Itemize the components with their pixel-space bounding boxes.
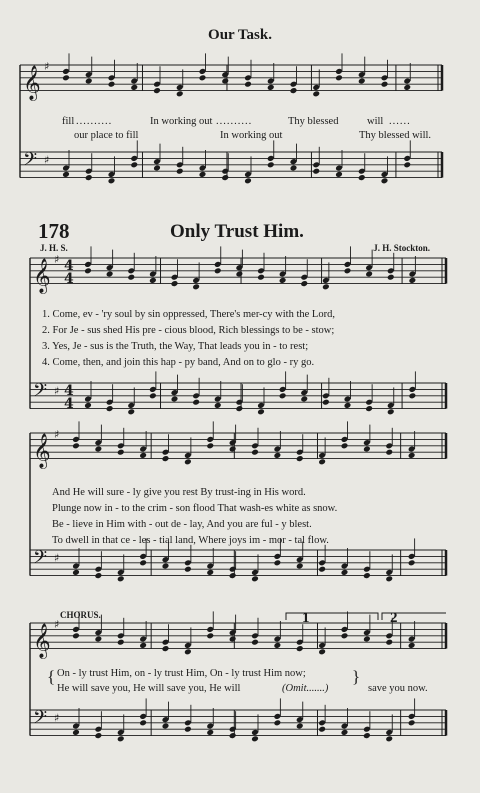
notehead bbox=[251, 735, 259, 742]
notehead bbox=[84, 402, 92, 409]
notehead bbox=[62, 74, 70, 81]
notehead bbox=[206, 569, 214, 576]
notehead bbox=[229, 636, 237, 643]
notehead bbox=[290, 87, 298, 94]
notehead bbox=[184, 566, 192, 573]
notehead bbox=[117, 735, 125, 742]
notehead bbox=[192, 399, 200, 406]
notehead bbox=[408, 559, 416, 566]
notehead bbox=[162, 455, 170, 462]
notehead bbox=[153, 165, 161, 172]
notehead bbox=[296, 723, 304, 730]
notehead bbox=[267, 84, 275, 91]
notehead bbox=[365, 271, 373, 278]
chorus-line-2-end: save you now. bbox=[368, 683, 428, 694]
lyric-word: will bbox=[367, 116, 384, 127]
notehead bbox=[106, 271, 114, 278]
notehead bbox=[408, 719, 416, 726]
notehead bbox=[171, 280, 179, 287]
first-ending-number: 1 bbox=[302, 610, 310, 626]
verse-3-line-1: 3. Yes, Je - sus is the Truth, the Way, That leads you in - to rest; bbox=[42, 341, 309, 352]
notehead bbox=[149, 392, 157, 399]
notehead bbox=[229, 732, 237, 739]
notehead bbox=[108, 177, 116, 184]
key-sharp: ♯ bbox=[44, 153, 50, 167]
notehead bbox=[236, 405, 244, 412]
chorus-omit: (Omit.......) bbox=[282, 683, 329, 694]
time-sig-bottom: 4 bbox=[64, 395, 74, 412]
notehead bbox=[85, 174, 93, 181]
notehead bbox=[408, 642, 416, 649]
notehead bbox=[139, 642, 147, 649]
treble-clef: 𝄞 bbox=[33, 258, 51, 294]
time-sig-top: 4 bbox=[64, 258, 74, 275]
notehead bbox=[341, 569, 349, 576]
left-brace: { bbox=[47, 667, 56, 686]
notehead bbox=[385, 639, 393, 646]
notehead bbox=[127, 408, 135, 415]
notehead bbox=[335, 74, 343, 81]
notehead bbox=[358, 174, 366, 181]
notehead bbox=[199, 74, 207, 81]
notehead bbox=[130, 84, 138, 91]
bass-clef: 𝄢 bbox=[23, 149, 38, 175]
notehead bbox=[229, 572, 237, 579]
chorus-label: CHORUS. bbox=[60, 610, 101, 620]
lyric-line: In working out bbox=[220, 130, 283, 141]
notehead bbox=[72, 442, 80, 449]
lyric-dots: .......... bbox=[216, 116, 253, 127]
notehead bbox=[365, 405, 373, 412]
notehead bbox=[127, 274, 135, 281]
lyric-line: Thy blessed will. bbox=[359, 130, 432, 141]
notehead bbox=[279, 277, 287, 284]
notehead bbox=[62, 171, 70, 178]
notehead bbox=[106, 405, 114, 412]
notehead bbox=[236, 271, 244, 278]
verse-2-line-1: 2. For Je - sus shed His pre - cious blood, Rich blessings to be - stow; bbox=[42, 325, 335, 336]
key-sharp: ♯ bbox=[54, 711, 60, 725]
notehead bbox=[117, 575, 125, 582]
notehead bbox=[312, 90, 320, 97]
verse-4-line-2: To dwell in that ce - les - tial land, Where joys im - mor - tal flow. bbox=[52, 535, 329, 546]
notehead bbox=[335, 171, 343, 178]
notehead bbox=[341, 632, 349, 639]
time-sig-bottom: 4 bbox=[64, 270, 74, 287]
key-sharp: ♯ bbox=[54, 618, 60, 632]
notehead bbox=[229, 446, 237, 453]
notehead bbox=[387, 408, 395, 415]
notehead bbox=[387, 274, 395, 281]
notehead bbox=[344, 402, 352, 409]
second-ending-number: 2 bbox=[390, 610, 398, 626]
notehead bbox=[117, 639, 125, 646]
notehead bbox=[318, 458, 326, 465]
notehead bbox=[184, 726, 192, 733]
hymn-number: 178 bbox=[38, 219, 70, 243]
notehead bbox=[296, 645, 304, 652]
notehead bbox=[257, 408, 265, 415]
notehead bbox=[322, 399, 330, 406]
notehead bbox=[139, 719, 147, 726]
notehead bbox=[162, 645, 170, 652]
notehead bbox=[381, 81, 389, 88]
verse-3-line-2: Be - lieve in Him with - out de - lay, And you are ful - y blest. bbox=[52, 519, 312, 530]
notehead bbox=[214, 267, 222, 274]
notehead bbox=[318, 726, 326, 733]
notehead bbox=[184, 458, 192, 465]
notehead bbox=[251, 575, 259, 582]
key-sharp: ♯ bbox=[54, 428, 60, 442]
lyric-dots: ...... bbox=[389, 116, 411, 127]
right-brace: } bbox=[352, 667, 361, 686]
verse-2-line-2: Plunge now in - to the crim - son flood That wash-es white as snow. bbox=[52, 503, 338, 514]
verse-4-line-1: 4. Come, then, and join this hap - py band, And on to glo - ry go. bbox=[42, 357, 315, 368]
notehead bbox=[206, 729, 214, 736]
words-credit: J. H. S. bbox=[40, 243, 68, 253]
key-sharp: ♯ bbox=[44, 60, 50, 74]
notehead bbox=[385, 449, 393, 456]
notehead bbox=[199, 171, 207, 178]
notehead bbox=[95, 732, 103, 739]
notehead bbox=[385, 735, 393, 742]
notehead bbox=[363, 572, 371, 579]
notehead bbox=[84, 267, 92, 274]
hymn-title: Only Trust Him. bbox=[170, 221, 304, 242]
notehead bbox=[257, 274, 265, 281]
notehead bbox=[162, 563, 170, 570]
notehead bbox=[251, 639, 259, 646]
treble-clef: 𝄞 bbox=[33, 433, 51, 469]
notehead bbox=[344, 267, 352, 274]
key-sharp: ♯ bbox=[54, 384, 60, 398]
notehead bbox=[149, 277, 157, 284]
bass-clef: 𝄢 bbox=[33, 547, 48, 573]
notehead bbox=[381, 177, 389, 184]
notehead bbox=[409, 277, 417, 284]
bass-clef: 𝄢 bbox=[33, 707, 48, 733]
chorus-line-2: He will save you, He will save you, He will bbox=[57, 683, 241, 694]
previous-hymn-title: Our Task. bbox=[208, 27, 272, 43]
second-ending-bracket bbox=[382, 613, 446, 620]
key-sharp: ♯ bbox=[54, 551, 60, 565]
notehead bbox=[206, 632, 214, 639]
notehead bbox=[95, 572, 103, 579]
treble-clef: 𝄞 bbox=[23, 65, 41, 101]
key-sharp: ♯ bbox=[54, 253, 60, 267]
notehead bbox=[130, 161, 138, 168]
notehead bbox=[296, 563, 304, 570]
notehead bbox=[300, 396, 308, 403]
notehead bbox=[206, 442, 214, 449]
notehead bbox=[296, 455, 304, 462]
notehead bbox=[72, 632, 80, 639]
chorus-line-1: On - ly trust Him, on - ly trust Him, On - ly trust Him now; bbox=[57, 668, 306, 679]
notehead bbox=[408, 452, 416, 459]
notehead bbox=[403, 84, 411, 91]
notehead bbox=[358, 78, 366, 85]
notehead bbox=[176, 168, 184, 175]
notehead bbox=[244, 177, 252, 184]
notehead bbox=[139, 559, 147, 566]
notehead bbox=[363, 636, 371, 643]
notehead bbox=[403, 161, 411, 168]
lyric-word: fill bbox=[62, 116, 75, 127]
notehead bbox=[72, 569, 80, 576]
notehead bbox=[318, 566, 326, 573]
notehead bbox=[171, 396, 179, 403]
notehead bbox=[279, 392, 287, 399]
notehead bbox=[221, 174, 229, 181]
notehead bbox=[176, 90, 184, 97]
notehead bbox=[322, 283, 330, 290]
notehead bbox=[274, 559, 282, 566]
notehead bbox=[95, 636, 103, 643]
notehead bbox=[290, 165, 298, 172]
music-credit: J. H. Stockton. bbox=[373, 243, 430, 253]
notehead bbox=[95, 446, 103, 453]
notehead bbox=[72, 729, 80, 736]
notehead bbox=[363, 446, 371, 453]
notehead bbox=[108, 81, 116, 88]
notehead bbox=[341, 442, 349, 449]
notehead bbox=[341, 729, 349, 736]
notehead bbox=[312, 168, 320, 175]
notehead bbox=[139, 452, 147, 459]
notehead bbox=[274, 452, 282, 459]
notehead bbox=[221, 78, 229, 85]
notehead bbox=[274, 719, 282, 726]
notehead bbox=[409, 392, 417, 399]
verse-1-line-2: And He will sure - ly give you rest By trust-ing in His word. bbox=[52, 487, 306, 498]
notehead bbox=[274, 642, 282, 649]
notehead bbox=[385, 575, 393, 582]
lyric-dots: .......... bbox=[76, 116, 113, 127]
notehead bbox=[192, 283, 200, 290]
notehead bbox=[117, 449, 125, 456]
notehead bbox=[162, 723, 170, 730]
notehead bbox=[85, 78, 93, 85]
lyric-word: In working out bbox=[150, 116, 213, 127]
first-ending-bracket bbox=[286, 613, 378, 620]
notehead bbox=[318, 648, 326, 655]
notehead bbox=[153, 87, 161, 94]
notehead bbox=[184, 648, 192, 655]
lyric-word: Thy blessed bbox=[288, 116, 339, 127]
notehead bbox=[214, 402, 222, 409]
verse-1-line-1: 1. Come, ev - 'ry soul by sin oppressed, There's mer-cy with the Lord, bbox=[42, 309, 335, 320]
notehead bbox=[300, 280, 308, 287]
notehead bbox=[363, 732, 371, 739]
notehead bbox=[244, 81, 252, 88]
time-sig-top: 4 bbox=[64, 383, 74, 400]
treble-clef: 𝄞 bbox=[33, 623, 51, 659]
bass-clef: 𝄢 bbox=[33, 380, 48, 406]
notehead bbox=[267, 161, 275, 168]
notehead bbox=[251, 449, 259, 456]
lyric-line: our place to fill bbox=[74, 130, 139, 141]
